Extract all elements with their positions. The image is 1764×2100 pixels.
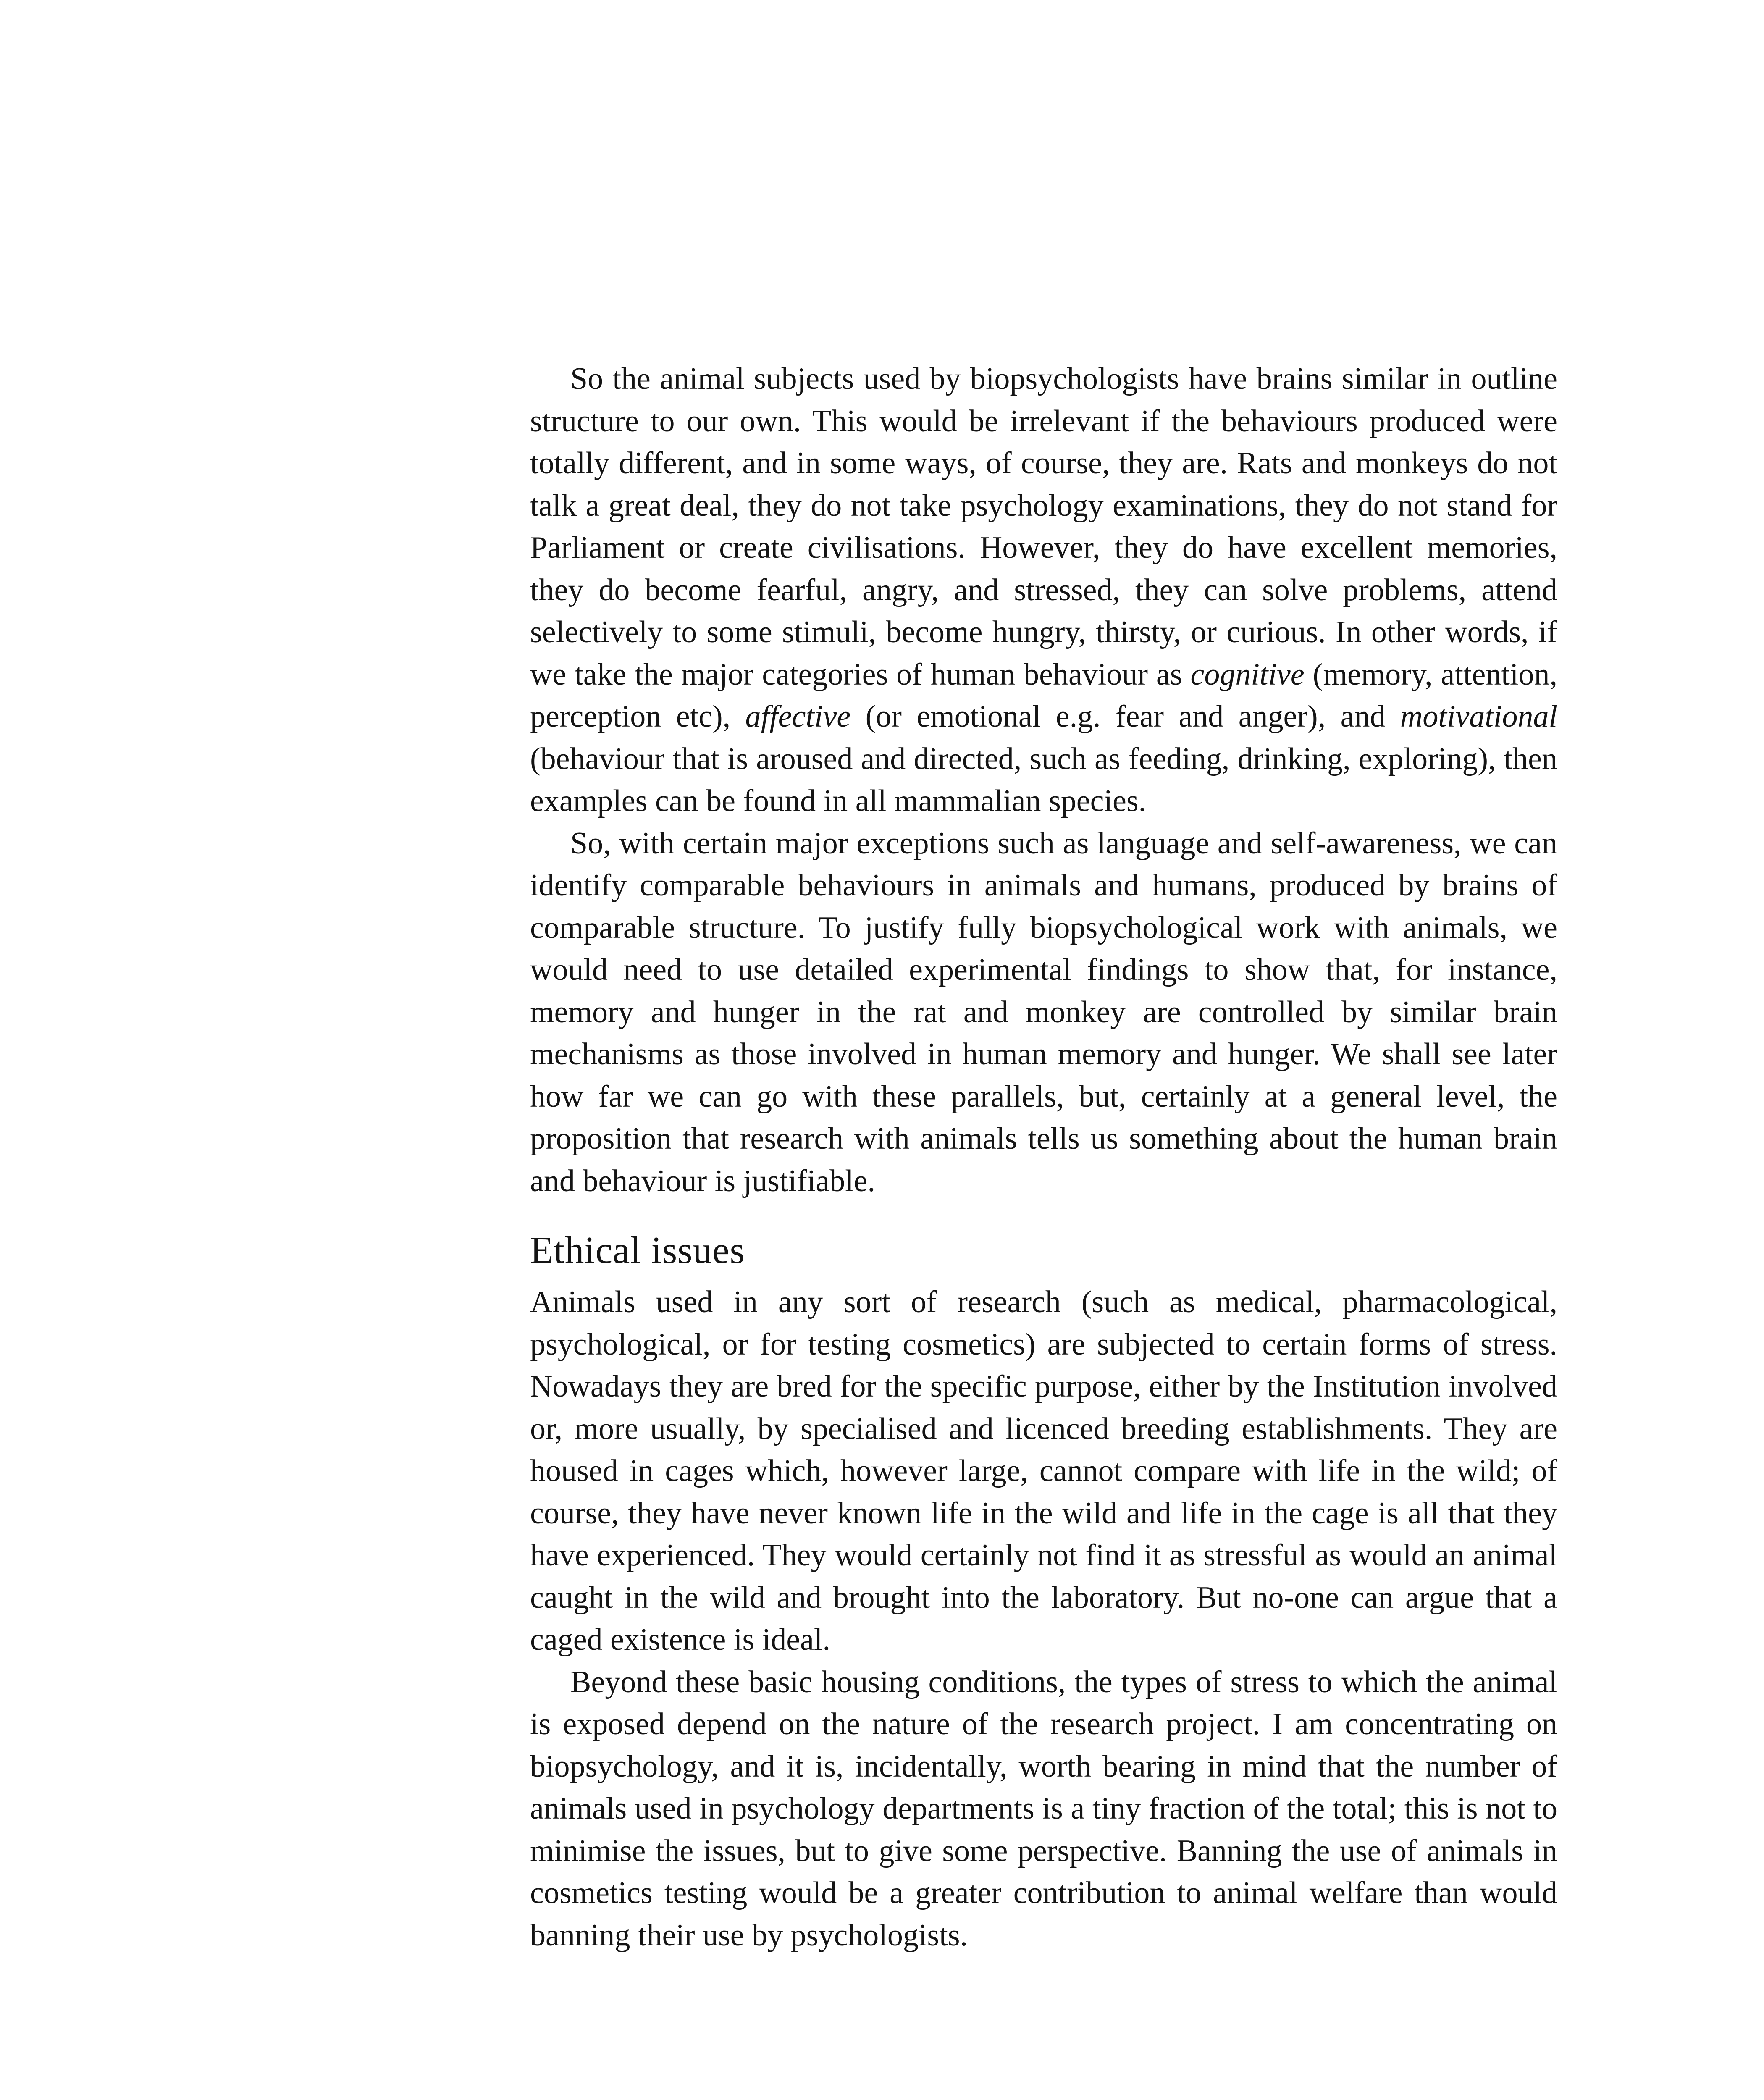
paragraph-text: (behaviour that is aroused and directed, such as feeding, drinking, exploring), then examples can be found in all mammalian species. xyxy=(530,741,1557,818)
paragraph-text: (or emotional e.g. fear and anger), and xyxy=(850,699,1400,734)
paragraph-text: So the animal subjects used by biopsychologists have brains similar in outline structure to our own. This would be irrelevant if the behaviours produced were totally different, and in some ways, of course, they are. Rats and monkeys do not talk a great deal, they do not take psychology examinations, they do not stand for Parliament or create civilisations. However, they do have excellent memories, they do become fearful, angry, and stressed, they can solve problems, attend selectively to some stimuli, become hungry, thirsty, or curious. In other words, if we take the major categories of human behaviour as xyxy=(530,362,1557,692)
term-cognitive: cognitive xyxy=(1190,657,1305,692)
paragraph-comparable-behaviours: So, with certain major exceptions such as language and self-awareness, we can identify comparable behaviours in animals and humans, produced by brains of comparable structure. To justify fully biopsychological work with animals, we would need to use detailed experimental findings to show that, for instance, memory and hunger in the rat and monkey are controlled by similar brain mechanisms as those involved in human memory and hunger. We shall see later how far we can go with these parallels, but, certainly at a general level, the proposition that research with animals tells us something about the human brain and behaviour is justifiable. xyxy=(530,826,1557,1198)
term-motivational: motivational xyxy=(1400,699,1558,734)
text-column xyxy=(530,358,1557,1956)
paragraph-research-stress: Animals used in any sort of research (such as medical, pharmacological, psychological, or for testing cosmetics) are subjected to certain forms of stress. Nowadays they are bred for the specific purpose, either by the Institution involved or, more usually, by specialised and licenced breeding establishments. They are housed in cages which, however large, cannot compare with life in the wild; of course, they have never known life in the wild and life in the cage is all that they have experienced. They would certainly not find it as stressful as would an animal caught in the wild and brought into the laboratory. But no-one can argue that a caged existence is ideal. xyxy=(530,1285,1557,1657)
paragraph-housing-conditions: Beyond these basic housing conditions, the types of stress to which the animal is exposed depend on the nature of the research project. I am concentrating on biopsychology, and it is, incidentally, worth bearing in mind that the number of animals used in psychology departments is a tiny fraction of the total; this is not to minimise the issues, but to give some perspective. Banning the use of animals in cosmetics testing would be a greater contribution to animal welfare than would banning their use by psychologists. xyxy=(530,1664,1557,1953)
paragraph-animal-subjects xyxy=(530,358,1557,822)
term-affective: affective xyxy=(745,699,851,734)
section-heading-ethical-issues: Ethical issues xyxy=(530,1229,745,1271)
paragraph-text: (memory, attention, perception etc), xyxy=(530,657,1557,734)
